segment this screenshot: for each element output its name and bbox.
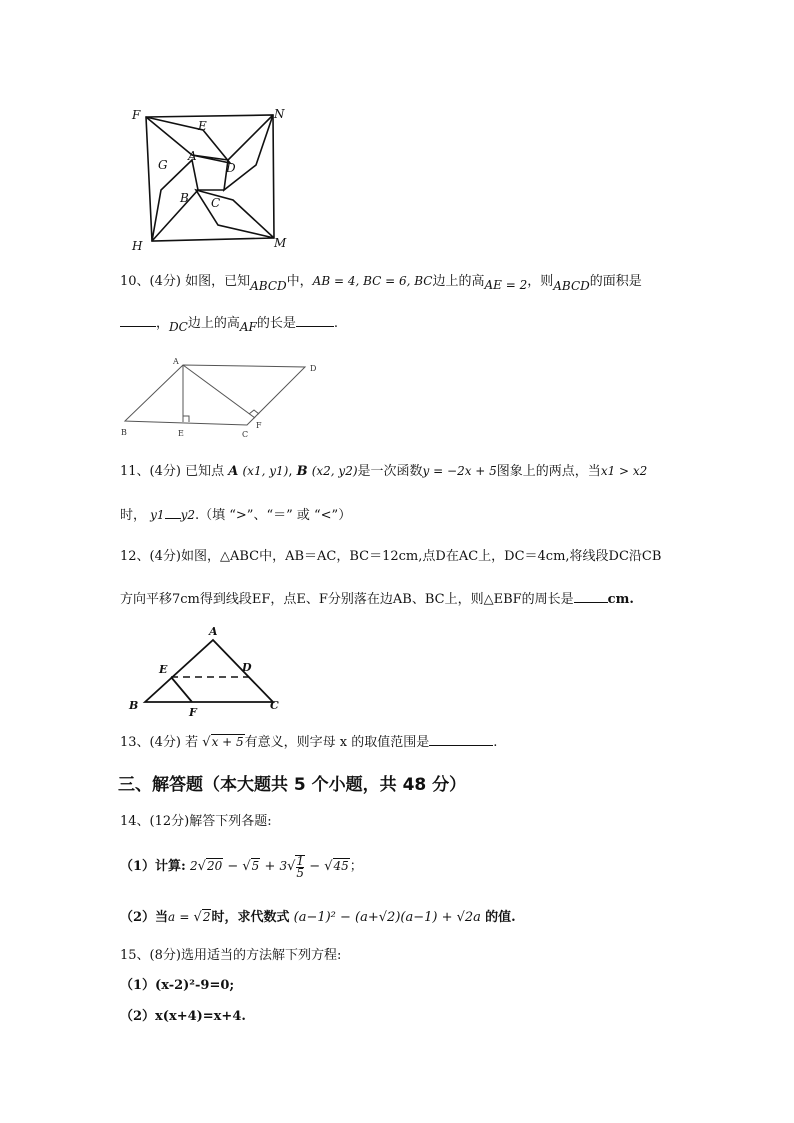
q10-length-is: 的长是 — [256, 316, 296, 331]
q10-dc: DC — [169, 320, 188, 334]
q14-part1: （1）计算: 2√20 − √5 + 3√ $\frac{1}{5}$ − √45； — [120, 853, 363, 880]
q11-number: 11、(4分) — [120, 464, 181, 479]
label-N: N — [274, 107, 285, 121]
q10-blank-length[interactable] — [296, 314, 334, 327]
q10-ae: AE = 2 — [484, 278, 528, 292]
fig2-label-D: D — [310, 364, 317, 373]
q13-line — [120, 733, 497, 752]
q11-condition: x1 > x2 — [600, 464, 648, 478]
q14-part1-label: （1）计算: — [120, 859, 186, 874]
parallelogram-abcd — [125, 365, 305, 425]
q10-line1 — [120, 272, 642, 295]
q14-number: 14、(12分) — [120, 814, 190, 829]
q11-text3: 图象上的两点，当 — [496, 464, 601, 479]
q15-number: 15、(8分) — [120, 948, 181, 963]
q14-radicand1: 20 — [206, 859, 223, 873]
blade-left — [152, 160, 198, 241]
q11-text1: 已知点 — [185, 464, 225, 479]
label-A: A — [188, 149, 197, 163]
q10-area-is: 的面积是 — [589, 274, 642, 289]
q14-equals: = — [179, 910, 190, 924]
q13-text2: 有意义，则字母 x 的取值范围是 — [244, 735, 430, 750]
fig3-label-A: A — [209, 625, 218, 638]
q14-var-a: a — [168, 910, 176, 924]
label-F: F — [132, 108, 141, 122]
q13-end: . — [493, 735, 498, 750]
blade-right — [224, 115, 273, 190]
q10-text: 如图，已知 — [185, 274, 251, 289]
q10-shape2: ABCD — [553, 279, 590, 293]
q10-line2: ，DC边上的高AF的长是 . — [120, 314, 338, 336]
label-E: E — [198, 119, 207, 133]
q10-mid: 中， — [286, 274, 313, 289]
q14-part2-label: （2）当 — [120, 910, 169, 925]
q11-when: 时， — [120, 508, 147, 523]
label-H: H — [132, 239, 143, 253]
fig3-label-E: E — [159, 663, 168, 676]
q11-fill-hint: .（填 “>”、“＝” 或 “<”） — [195, 508, 352, 523]
label-D: D — [226, 161, 236, 175]
q12-number: 12、(4分) — [120, 549, 181, 564]
q14-coef3: 3 — [279, 859, 288, 873]
q10-number: 10、(4分) — [120, 274, 181, 289]
label-C: C — [211, 196, 221, 210]
label-G: G — [158, 158, 168, 172]
fig2-label-E: E — [178, 429, 184, 438]
q14-when: 时，求代数式 — [211, 910, 290, 925]
q13-text1: 若 — [185, 735, 199, 750]
segment-ef — [171, 677, 192, 702]
fig2-label-C: C — [242, 430, 249, 439]
figure-pinwheel — [128, 105, 298, 255]
q12-line1 — [120, 548, 661, 566]
figure-parallelogram — [115, 355, 330, 440]
q14-radicand4: 45 — [333, 859, 349, 873]
q12-unit: cm. — [607, 592, 634, 607]
q14-part2: （2）当a = √2时，求代数式 (a−1)² − (a+√2)(a−1) + √2a 的值. — [120, 910, 516, 925]
q12-line2 — [120, 590, 634, 609]
q11-point-b: B — [296, 464, 308, 479]
label-M: M — [274, 236, 287, 250]
q14-radicand-a: 2 — [202, 910, 211, 924]
q13-blank[interactable] — [429, 733, 493, 746]
q11-y2: y2 — [180, 508, 195, 522]
q10-line2-text: 边上的高 — [187, 316, 240, 331]
q12-text2: 方向平移7cm得到线段EF，点E、F分别落在边AB、BC上，则△EBF的周长是 — [120, 592, 574, 607]
q15-part2: （2）x(x+4)=x+4. — [120, 1009, 246, 1024]
q10-end: . — [333, 316, 338, 331]
q14-expression: (a−1)² − (a+√2)(a−1) + √2a — [293, 910, 481, 925]
fig3-label-C: C — [270, 699, 279, 712]
blade-bottom — [196, 190, 274, 238]
q11-y1: y1 — [150, 508, 165, 522]
figure-triangle — [125, 623, 290, 718]
q11-function: y = −2x + 5 — [422, 464, 497, 478]
q10-side-height: 边上的高 — [432, 274, 485, 289]
q14-frac-num: 1 — [296, 853, 305, 868]
q10-af: AF — [239, 320, 257, 334]
q14-part1-end: ； — [349, 859, 363, 874]
q12-blank[interactable] — [574, 590, 608, 603]
fig3-label-F: F — [189, 706, 197, 718]
q11-text2: 是一次函数 — [357, 464, 423, 479]
fig2-label-B: B — [121, 428, 127, 437]
fig3-label-B: B — [129, 699, 139, 712]
q11-coord-a: (x1, y1) — [242, 464, 289, 478]
q13-number: 13、(4分) — [120, 735, 181, 750]
height-af — [183, 365, 255, 418]
q14-part2-end: 的值. — [485, 910, 516, 925]
q10-shape: ABCD — [250, 279, 287, 293]
q11-line1: 11、(4分) 已知点 A (x1, y1), B (x2, y2)是一次函数y = −2x + 5图象上的两点，当x1 > x2 — [120, 464, 648, 479]
q11-line2 — [120, 506, 351, 525]
q15-part1: （1）(x-2)²-9=0; — [120, 978, 235, 993]
q13-radical: √x + 5 — [202, 735, 244, 750]
q10-then: ，则 — [527, 274, 554, 289]
q14-radicand2: 5 — [251, 859, 260, 873]
fig2-label-A: A — [173, 357, 179, 366]
q14-text: 解答下列各题: — [189, 814, 272, 829]
q13-radicand: x + 5 — [211, 735, 244, 749]
fig2-label-F: F — [256, 421, 262, 430]
q15-text: 选用适当的方法解下列方程: — [180, 948, 342, 963]
q11-coord-b: (x2, y2) — [311, 464, 358, 478]
q10-blank-area[interactable] — [120, 314, 156, 327]
q14-coef1: 2 — [190, 859, 198, 873]
q14-fraction — [295, 855, 305, 879]
q14-line — [120, 813, 272, 831]
q12-text1: 如图，△ABC中，AB＝AC，BC＝12cm,点D在AC上，DC＝4cm,将线段DC沿CB — [180, 549, 662, 564]
q14-frac-den: 5 — [296, 865, 305, 880]
fig3-label-D: D — [242, 661, 252, 674]
section-title: 三、解答题（本大题共 5 个小题，共 48 分） — [118, 775, 467, 795]
q11-blank[interactable] — [165, 506, 181, 519]
q10-given: AB = 4, BC = 6, BC — [312, 274, 433, 288]
q11-point-a: A — [228, 464, 239, 479]
label-B: B — [180, 191, 189, 205]
q15-line — [120, 947, 341, 965]
